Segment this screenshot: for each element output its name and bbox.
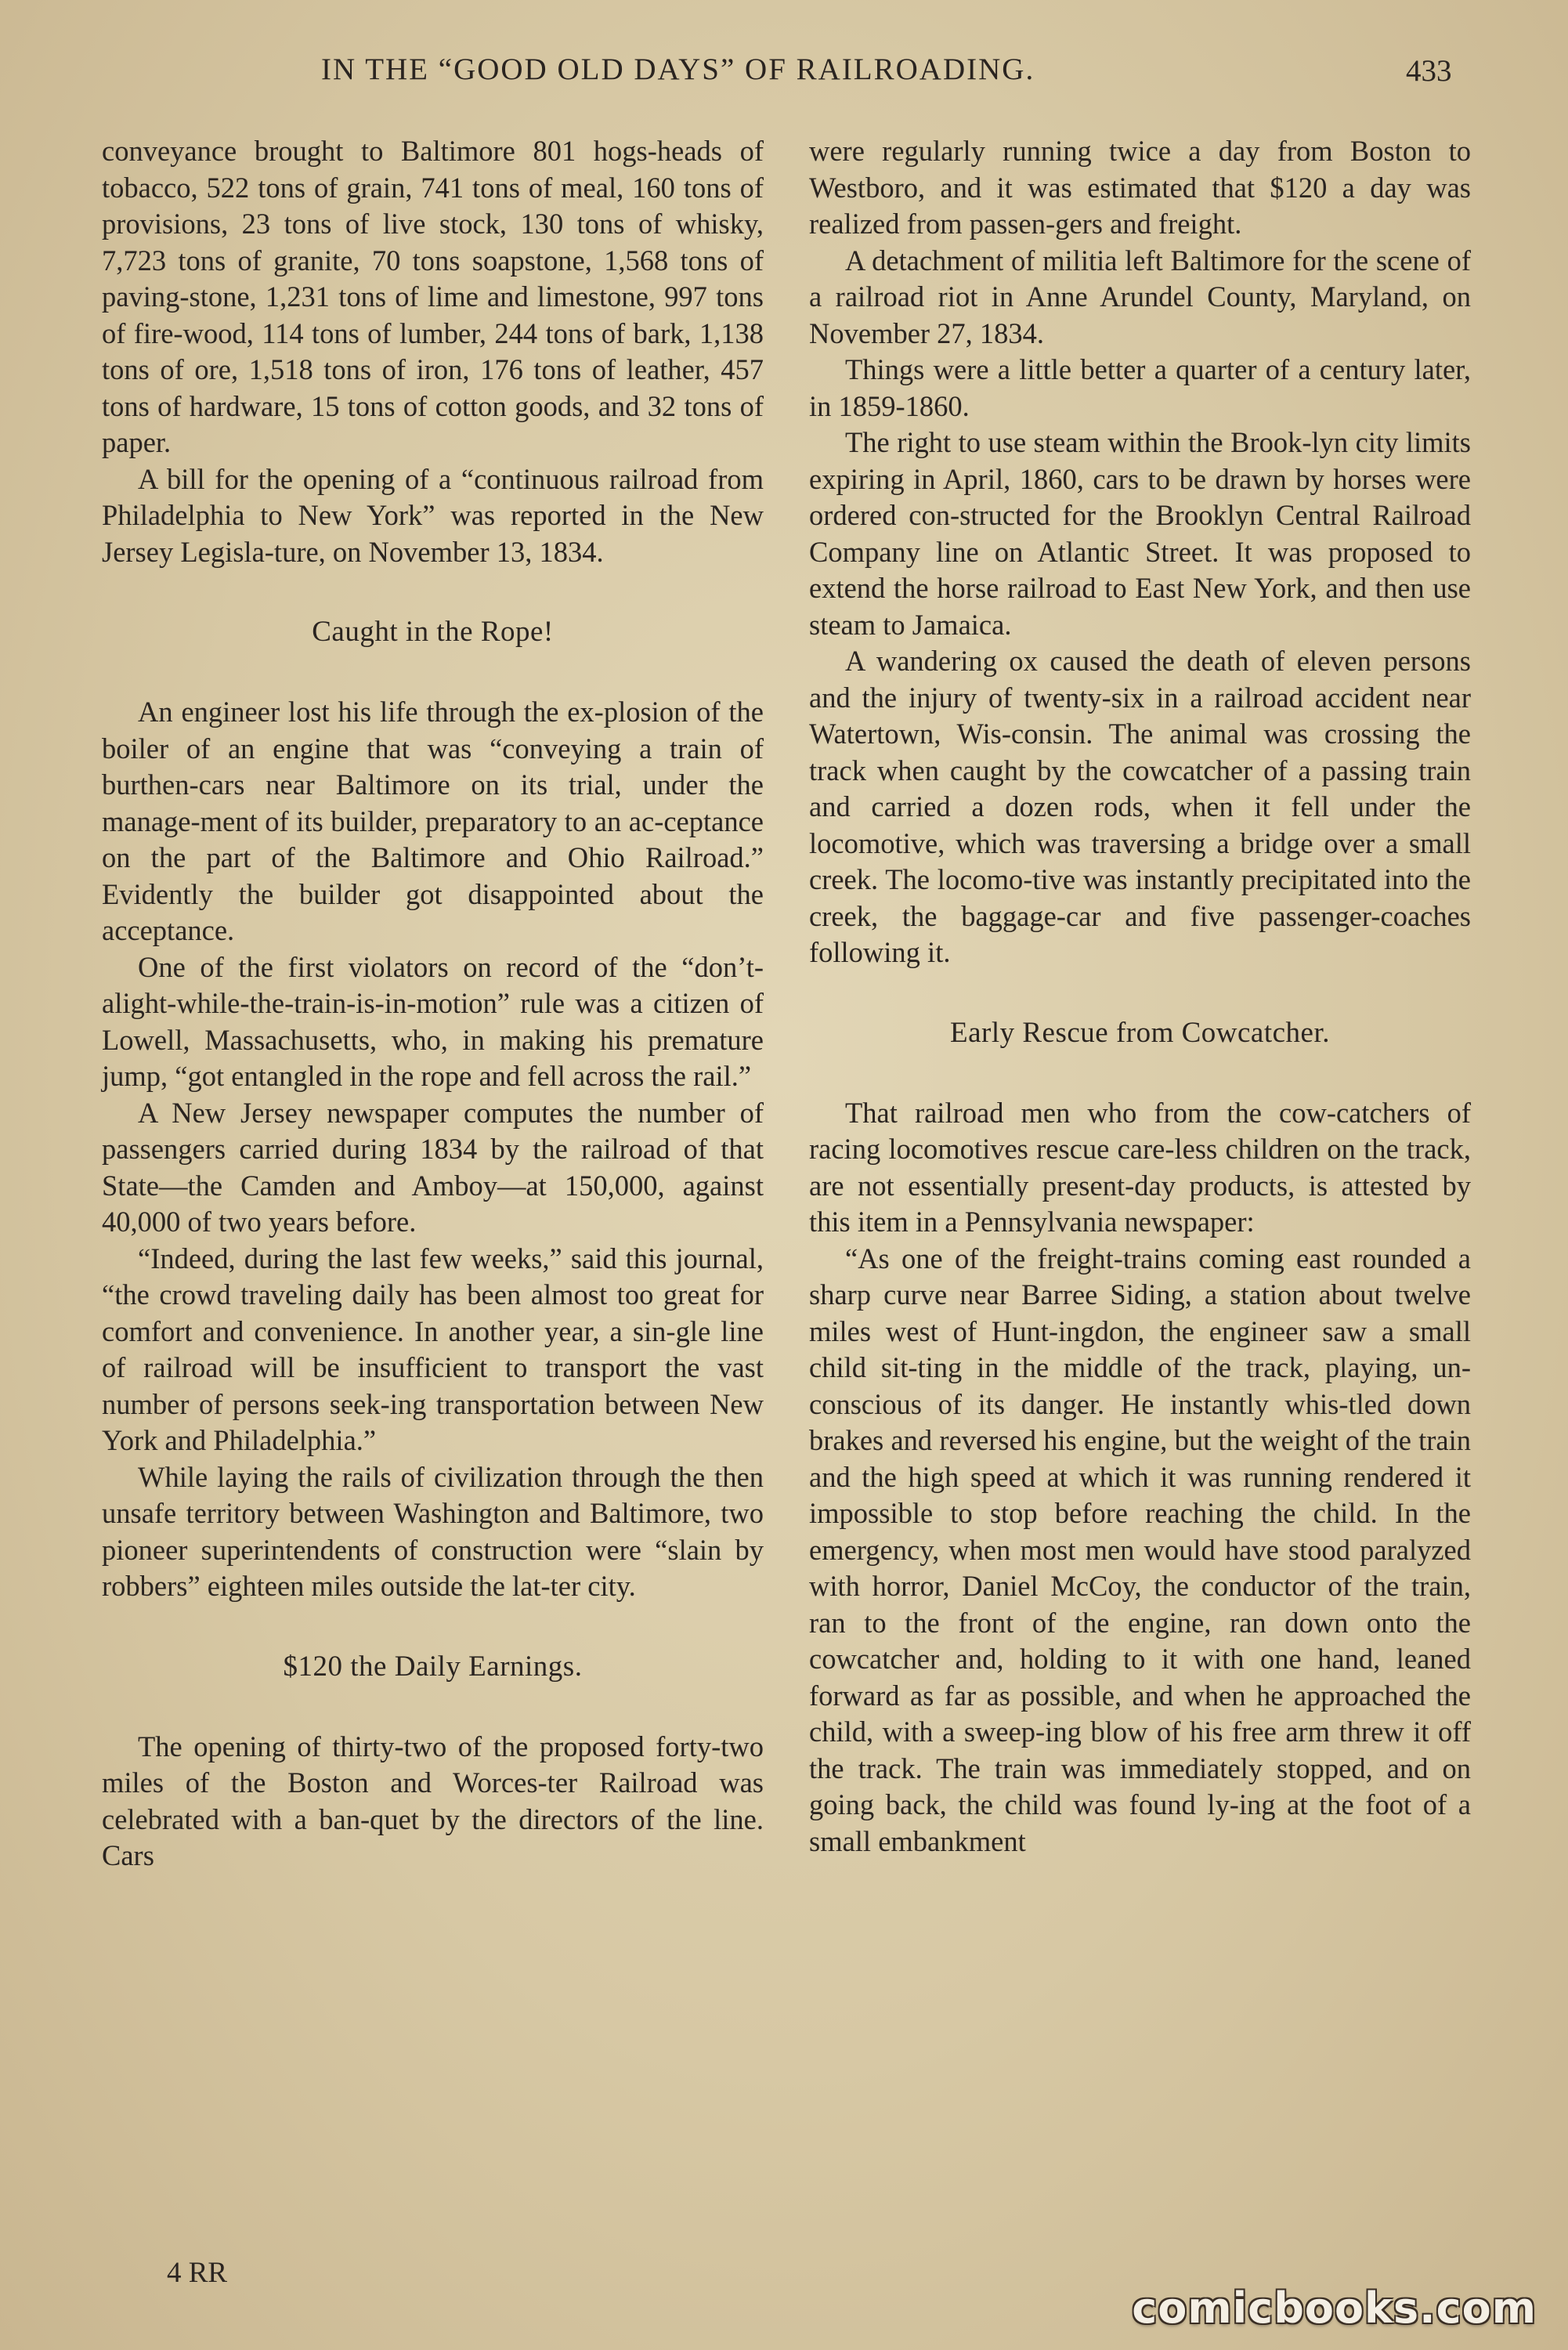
paragraph: While laying the rails of civilization through the then unsafe territory between Washington and Baltimore, two pioneer superintendents of construction were “slain by robbers” eighteen miles outside the lat-ter city. xyxy=(102,1460,764,1602)
right-column xyxy=(809,133,1471,1860)
page-header xyxy=(0,52,1568,99)
paragraph: A bill for the opening of a “continuous railroad from Philadelphia to New York” was reported in the New Jersey Legisla-ture, on November 13, 1834. xyxy=(102,462,764,568)
paragraph: conveyance brought to Baltimore 801 hogs-heads of tobacco, 522 tons of grain, 741 tons of meal, 160 tons of provisions, 23 tons of live stock, 130 tons of whisky, 7,723 tons of granite, 70 tons soapstone, 1,568 tons of paving-stone, 1,231 tons of lime and limestone, 997 tons of fire-wood, 114 tons of lumber, 244 tons of bark, 1,138 tons of ore, 1,518 tons of iron, 176 tons of leather, 457 tons of hardware, 15 tons of cotton goods, and 32 tons of paper. xyxy=(102,135,764,458)
watermark xyxy=(1129,2278,1537,2333)
left-column xyxy=(102,133,764,1875)
paragraph: “Indeed, during the last few weeks,” said this journal, “the crowd traveling daily has been almost too great for comfort and convenience. In another year, a sin-gle line of railroad will be insufficient to transport the vast number of persons seek-ing transportation between New York and Philadelphia.” xyxy=(102,1242,764,1456)
page-number: 433 xyxy=(1406,54,1452,88)
paragraph: were regularly running twice a day from Boston to Westboro, and it was estimated that $120 a day was realized from passen-gers and freight. xyxy=(809,135,1471,240)
paragraph: The right to use steam within the Brook-lyn city limits expiring in April, 1860, cars to be drawn by horses were ordered con-structed for the Brooklyn Central Railroad Company line on Atlantic Street. It was proposed to extend the horse railroad to East New York, and then use steam to Jamaica. xyxy=(809,426,1471,641)
paragraph: A New Jersey newspaper computes the number of passengers carried during 1834 by the railroad of that State—the Camden and Amboy—at 150,000, against 40,000 of two years before. xyxy=(102,1096,764,1238)
running-title: IN THE “GOOD OLD DAYS” OF RAILROADING. xyxy=(321,52,1035,86)
paragraph: An engineer lost his life through the ex-plosion of the boiler of an engine that was “conveying a train of burthen-cars near Baltimore on its trial, under the manage-ment of its builder, preparatory to an ac-ceptance on the part of the Baltimore and Ohio Railroad.” Evidently the builder got disappointed about the acceptance. xyxy=(102,696,764,946)
section-heading: Early Rescue from Cowcatcher. xyxy=(949,1016,1331,1049)
section-heading: $120 the Daily Earnings. xyxy=(283,1650,583,1683)
paragraph: The opening of thirty-two of the proposed forty-two miles of the Boston and Worces-ter Railroad was celebrated with a ban-quet by the directors of the line. Cars xyxy=(102,1730,764,1871)
section-heading: Caught in the Rope! xyxy=(312,616,554,648)
paragraph: A wandering ox caused the death of eleven persons and the injury of twenty-six in a railroad accident near Watertown, Wis-consin. The animal was crossing the track when caught by the cowcatcher of a passing train and carried a dozen rods, when it fell under the locomotive, which was traversing a bridge over a small creek. The locomo-tive was instantly precipitated into the creek, the baggage-car and five passenger-coaches following it. xyxy=(809,645,1471,968)
paragraph: That railroad men who from the cow-catchers of racing locomotives rescue care-less children on the track, are not essentially present-day products, is attested by this item in a Pennsylvania newspaper: xyxy=(809,1096,1471,1238)
paragraph: One of the first violators on record of the “don’t-alight-while-the-train-is-in-motion” rule was a citizen of Lowell, Massachusetts, who, in making his premature jump, “got entangled in the rope and fell across the rail.” xyxy=(102,950,764,1092)
signature-mark: 4 RR xyxy=(167,2257,228,2289)
paragraph: Things were a little better a quarter of a century later, in 1859-1860. xyxy=(809,353,1471,422)
paragraph: “As one of the freight-trains coming east rounded a sharp curve near Barree Siding, a station about twelve miles west of Hunt-ingdon, the engineer saw a small child sit-ting in the middle of the track, playing, un-conscious of its danger. He instantly whis-tled down brakes and reversed his engine, but the weight of the train and the high speed at which it was running rendered it impossible to stop before reaching the child. In the emergency, when most men would have stood paralyzed with horror, Daniel McCoy, the conductor of the train, ran to the front of the engine, ran down onto the cowcatcher and, holding to it with one hand, leaned forward as far as possible, and when he approached the child, with a sweep-ing blow of his free arm threw it off the track. The train was immediately stopped, and on going back, the child was found ly-ing at the foot of a small embankment xyxy=(809,1242,1471,1857)
watermark-text: comicbooks.com xyxy=(1132,2283,1537,2333)
paragraph: A detachment of militia left Baltimore for the scene of a railroad riot in Anne Arundel County, Maryland, on November 27, 1834. xyxy=(809,244,1471,349)
